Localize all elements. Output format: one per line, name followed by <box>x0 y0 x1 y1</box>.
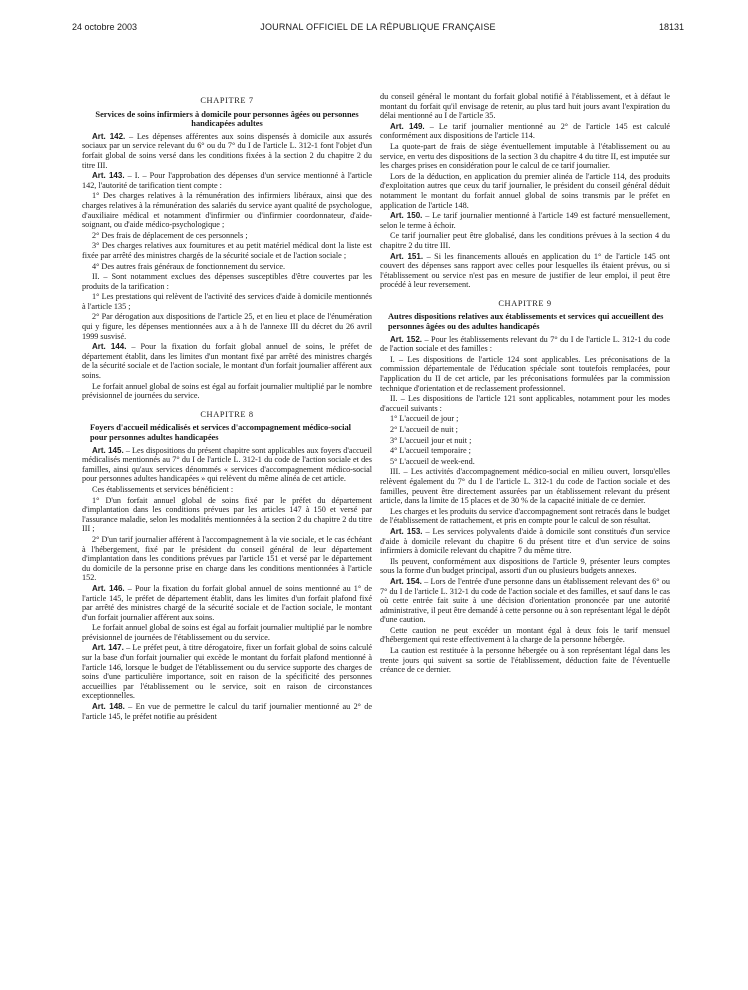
journal-title: JOURNAL OFFICIEL DE LA RÉPUBLIQUE FRANÇAISE <box>260 22 496 32</box>
list-item: Ces établissements et services bénéficient : <box>92 484 234 494</box>
chapter-label: CHAPITRE 9 <box>498 298 552 308</box>
paragraph: Le forfait annuel global de soins est égal au forfait journalier multiplié par le nombre prévisionnel de journées de l'établissement ou du service. <box>82 623 372 642</box>
article-number: Art. 148. <box>92 702 125 712</box>
list-item: II. – Sont notamment exclues des dépenses susceptibles d'être couvertes par les produits de la tarification : <box>82 272 372 291</box>
article-number: Art. 153. <box>390 526 423 536</box>
left-column <box>82 92 372 722</box>
list-item: Les charges et les produits du service d'accompagnement sont retracés dans le budget de l'établissement de rattachement, et pris en compte pour le calcul de son résultat. <box>380 506 670 526</box>
paragraph: Le forfait annuel global de soins est égal au forfait journalier multiplié par le nombre prévisionnel de journées du service. <box>82 381 372 401</box>
chapter-label: CHAPITRE 8 <box>200 409 254 419</box>
list-item: 2° Par dérogation aux dispositions de l'article 25, et en lieu et place de l'énumération qui y figure, les dépenses mentionnées aux a à h de l'annexe III du décret du 26 avril 1999 susvisé. <box>82 312 372 341</box>
list-item: 2° L'accueil de nuit ; <box>390 425 458 434</box>
article-paragraph: Art. 144. – Pour la fixation du forfait global annuel de soins, le préfet de département établit, dans les limites d'un montant fixé par arrêté des ministres chargés de la sécurité sociale et de l'action sociale, le montant d'un forfait journalier afférent aux soins. <box>82 342 372 381</box>
paragraph: Ils peuvent, conformément aux dispositions de l'article 9, présenter leurs comptes sous la forme d'un budget principal, assorti d'un ou plusieurs budgets annexes. <box>380 556 670 576</box>
article-number: Art. 147. <box>92 643 124 653</box>
article-number: Art. 146. <box>92 583 125 593</box>
list-item: 4° L'accueil temporaire ; <box>390 446 471 456</box>
article-number: Art. 154. <box>390 576 422 586</box>
right-column <box>380 92 670 676</box>
list-item: 1° D'un forfait annuel global de soins fixé par le préfet du département d'implantation dans les conditions prévues par les articles 147 à 150 et versé par l'assurance maladie, selon les modalités mentionnées à la section 2 du chapitre 2 du titre III ; <box>82 495 372 534</box>
article-paragraph: Art. 142. – Les dépenses afférentes aux soins dispensés à domicile aux assurés sociaux par un service relevant du 6° ou du 7° du I de l'article L. 312-1 font l'objet d'un forfait global de soins versé dans les conditions fixées à la section 2 du chapitre 2 du titre III. <box>82 131 372 170</box>
list-item: 3° Des charges relatives aux fournitures et au petit matériel médical dont la liste est fixée par arrêté des ministres chargés de la sécurité sociale et de l'action sociale ; <box>82 241 372 260</box>
article-number: Art. 149. <box>390 121 425 131</box>
chapter-title: Foyers d'accueil médicalisés et services d'accompagnement médico-social pour personnes adultes handicapées <box>90 423 351 442</box>
list-item: 1° Les prestations qui relèvent de l'activité des services d'aide à domicile mentionnés à l'article 135 ; <box>82 292 372 311</box>
article-paragraph: Art. 147. – Le préfet peut, à titre dérogatoire, fixer un forfait global de soins calculé sur la base d'un forfait journalier qui excède le montant du forfait plafond mentionné à l'article 146, lorsque le budget de l'établissement ou du service supporte des charges de soins d'une particulière importance, soit en raison de la spécificité des personnes accueillies par l'établissement ou le service, soit en raison de circonstances exceptionnelles. <box>82 643 372 701</box>
article-paragraph: Art. 146. – Pour la fixation du forfait global annuel de soins mentionné au 1° de l'article 145, le préfet de département établit, dans les limites d'un forfait plafond fixé par arrêté des ministres chargé de la sécurité sociale et de l'action sociale, le montant d'un forfait journalier afférent aux soins. <box>82 583 372 622</box>
list-item: 2° Des frais de déplacement de ces personnels ; <box>92 230 248 240</box>
list-item: 1° L'accueil de jour ; <box>390 414 459 424</box>
paragraph: Ce tarif journalier peut être globalisé, dans les conditions prévues à la section 4 du chapitre 2 du titre III. <box>380 231 670 250</box>
article-number: Art. 151. <box>390 251 424 261</box>
article-paragraph: Art. 154. – Lors de l'entrée d'une personne dans un établissement relevant des 6° ou 7° du I de l'article L. 312-1 du code de l'action sociale et des familles, et sauf dans le cas où cette entrée fait suite à une décision d'orientation prononcée par une autorité administrative, il peut être demandé à cette personne ou à son représentant légal le dépôt d'une caution. <box>380 576 670 625</box>
article-paragraph: Art. 151. – Si les financements alloués en application du 1° de l'article 145 ont couvert des dépenses sans rapport avec celles pour lesquelles ils étaient prévus, ou si l'établissement ou service n'est pas en mesure de justifier de leur emploi, il peut être procédé à leur reversement. <box>380 251 670 290</box>
paragraph: Cette caution ne peut excéder un montant égal à deux fois le tarif mensuel d'hébergement qui reste effectivement à la charge de la personne hébergée. <box>380 625 670 645</box>
list-item: 5° L'accueil de week-end. <box>390 456 475 466</box>
article-paragraph: Art. 153. – Les services polyvalents d'aide à domicile sont constitués d'un service d'aide à domicile relevant du chapitre 6 du présent titre et d'un service de soins infirmiers à domicile relevant du chapitre 7 du même titre. <box>380 526 670 556</box>
article-paragraph: Art. 149. – Le tarif journalier mentionné au 2° de l'article 145 est calculé conformément aux dispositions de l'article 114. <box>380 121 670 141</box>
article-paragraph: Art. 150. – Le tarif journalier mentionné à l'article 149 est facturé mensuellement, selon le terme à échoir. <box>380 211 670 230</box>
paragraph: La quote-part de frais de siège éventuellement imputable à l'établissement ou au service, en vertu des dispositions de la section 3 du chapitre 4 du titre II, est imputée sur les charges prises en considération pour le calcul de ce tarif journalier. <box>380 141 670 171</box>
list-item: 1° Des charges relatives à la rémunération des infirmiers libéraux, ainsi que des charges relatives à la rémunération des salariés du service ayant qualité de psychologue, d'auxiliaire médical et notamment d'infirmier ou d'infirmier coordonnateur, d'aide-soignant, ou d'aide médico-psychologique ; <box>82 191 372 230</box>
article-number: Art. 143. <box>92 171 125 181</box>
list-item: III. – Les activités d'accompagnement médico-social en milieu ouvert, lorsqu'elles relèvent également du 7° du I de l'article L. 312-1 du code de l'action sociale et des familles, peuvent être directement assurées par un établissement relevant du présent article, dans la limite de 15 places et de 30 % de la capacité initiale de ce dernier. <box>380 467 670 506</box>
article-number: Art. 145. <box>92 445 124 455</box>
page-number: 18131 <box>658 22 684 32</box>
article-paragraph: Art. 143. – I. – Pour l'approbation des dépenses d'un service mentionné à l'article 142, l'autorité de tarification tient compte : <box>82 171 373 190</box>
article-paragraph: Art. 148. – En vue de permettre le calcul du tarif journalier mentionné au 2° de l'article 145, le préfet notifie au président <box>82 702 373 721</box>
paragraph: du conseil général le montant du forfait global notifié à l'établissement, et à défaut le montant du forfait qu'il envisage de retenir, au plus tard huit jours avant l'expiration du délai mentionné au I de l'article 35. <box>380 92 670 121</box>
list-item: II. – Les dispositions de l'article 121 sont applicables, notamment pour les modes d'accueil suivants : <box>380 394 670 413</box>
chapter-title: Services de soins infirmiers à domicile pour personnes âgées ou personnes handicapées adultes <box>95 109 359 129</box>
list-item: I. – Les dispositions de l'article 124 sont applicables. Les préconisations de la commission départementale de l'éducation spéciale sont toutefois remplacées, pour l'application du II de cet article, par les préconisations formulées par la commission technique d'orientation et de reclassement professionnel. <box>380 354 670 393</box>
paragraph: Lors de la déduction, en application du premier alinéa de l'article 114, des produits d'exploitation autres que ceux du tarif journalier, le président du conseil général déduit notamment le montant du forfait annuel global de soins transmis par le préfet en application de l'article 148. <box>380 171 670 210</box>
article-number: Art. 142. <box>92 131 126 141</box>
list-item: 4° Des autres frais généraux de fonctionnement du service. <box>92 261 286 271</box>
paragraph: La caution est restituée à la personne hébergée ou à son représentant légal dans les trente jours qui suivent sa sortie de l'établissement, déduction faite de l'éventuelle créance de ce dernier. <box>380 646 670 675</box>
article-paragraph: Art. 152. – Pour les établissements relevant du 7° du I de l'article L. 312-1 du code de l'action sociale et des familles : <box>380 334 670 354</box>
chapter-title: Autres dispositions relatives aux établissements et services qui accueillent des personnes âgées ou des adultes handicapés <box>388 312 664 332</box>
page-header <box>72 22 684 38</box>
list-item: 2° D'un tarif journalier afférent à l'accompagnement à la vie sociale, et le cas échéant à l'hébergement, fixé par le président du conseil général de leur département d'implantation dans les conditions prévues par l'article 151 et versé par le département du domicile de la personne prise en charge dans les conditions mentionnées à l'article 152. <box>82 534 372 583</box>
article-number: Art. 150. <box>390 211 423 221</box>
article-number: Art. 152. <box>390 334 422 344</box>
article-paragraph: Art. 145. – Les dispositions du présent chapitre sont applicables aux foyers d'accueil médicalisés mentionnés au 7° du I de l'article L. 312-1 du code de l'action sociale et des familles, ainsi qu'aux services dénommés « services d'accompagnement médico-social pour personnes adultes handicapées » qui relèvent du même alinéa de cet article. <box>82 445 372 484</box>
article-number: Art. 144. <box>92 342 127 352</box>
list-item: 3° L'accueil jour et nuit ; <box>390 435 472 445</box>
chapter-label: CHAPITRE 7 <box>200 96 254 105</box>
publication-date: 24 octobre 2003 <box>72 22 138 32</box>
